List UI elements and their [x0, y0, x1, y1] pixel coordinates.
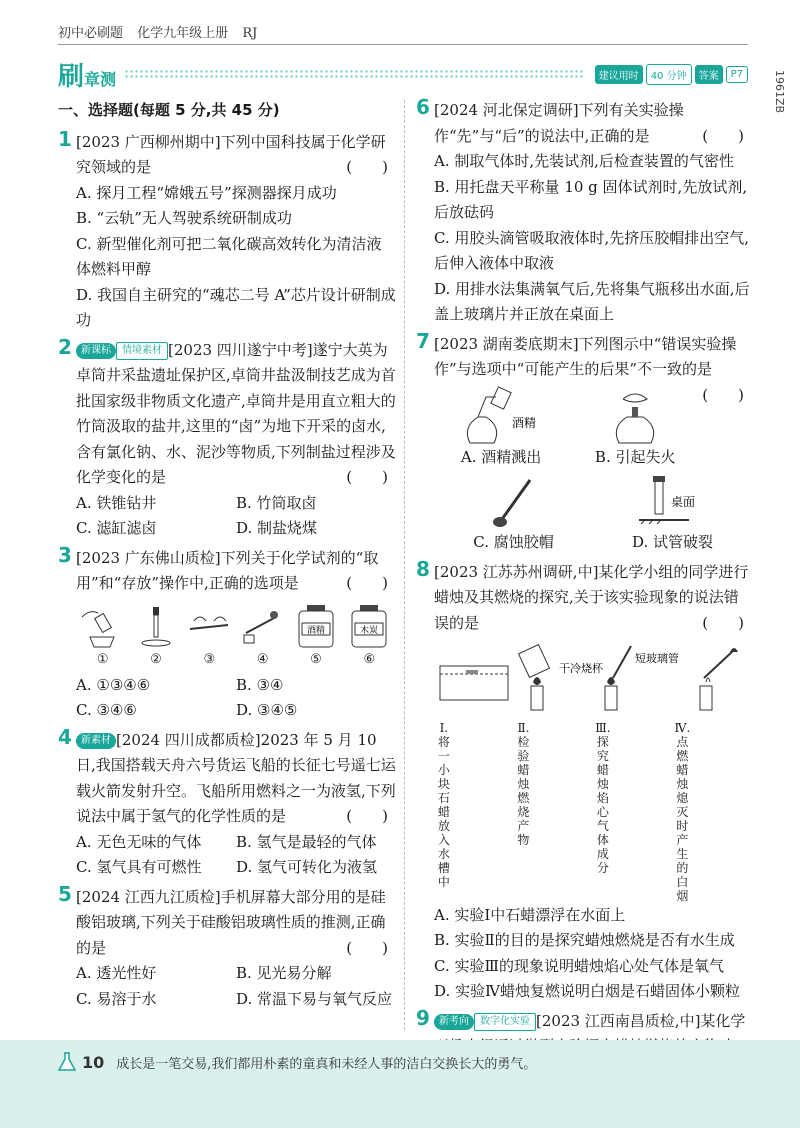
- figure-label: ⑤: [310, 651, 322, 667]
- question-stem: 手机屏幕大部分用的是硅酸铝玻璃,下列关于硅酸铝玻璃性质的推测,正确的是: [76, 887, 386, 957]
- option-c: C. 氢气具有可燃性: [76, 858, 202, 876]
- option-c: C. 新型催化剂可把二氧化碳高效转化为清洁液体燃料甲醇: [76, 234, 382, 278]
- question-2: [58, 334, 396, 542]
- dotted-band: [124, 69, 584, 79]
- question-source: [2024 河北保定调研]: [434, 101, 579, 119]
- question-source: [2023 广西柳州期中]: [76, 132, 221, 151]
- new-standard-badge: 新课标: [76, 343, 116, 359]
- question-number: 1: [58, 126, 72, 151]
- question-source: [2024 四川成都质检]: [116, 730, 261, 749]
- figure-label: ①: [96, 651, 109, 667]
- question-5: [58, 881, 396, 1013]
- option-b: B. ③④: [236, 675, 284, 694]
- edition: RJ: [242, 26, 258, 41]
- option-a: A. 无色无味的气体: [76, 832, 202, 851]
- dropper-figure: [133, 603, 179, 649]
- new-material-badge: 新素材: [76, 733, 116, 749]
- experiment-caption: Ⅳ.点燃蜡烛熄灭时产生的白烟: [674, 720, 691, 903]
- question-stem: 下列图示中“错误实验操作”与选项中“可能产生的后果”不一致的是: [434, 334, 737, 378]
- experiment-1: [434, 642, 514, 903]
- powder-figure: [186, 603, 232, 649]
- option-c: C. 易溶于水: [76, 989, 157, 1008]
- question-stem: 2023 年 5 月 10 日,我国搭载天舟六号货运飞船的长征七号遥七运载火箭发射升空。飞船所用燃料之一为液氢,下列说法中属于氢气的化学性质的是: [76, 730, 396, 825]
- question-stem: 某化学: [700, 1011, 746, 1030]
- question-stem: 下列关于化学试剂的“取用”和“存放”操作中,正确的选项是: [76, 548, 379, 592]
- subject-name: 化学九年级上册: [137, 26, 229, 41]
- water-trough-figure: [436, 642, 512, 712]
- option-c: C. 滤缸滤卤: [76, 519, 157, 537]
- question-number: 8: [416, 556, 430, 581]
- left-column: [58, 98, 396, 1016]
- question-source: [2023 广东佛山质检]: [76, 548, 221, 567]
- reagent-figures: [76, 603, 396, 651]
- cold-beaker-figure: [515, 642, 604, 712]
- relight-figure: [674, 642, 750, 712]
- option-b: B. 引起失火: [594, 447, 676, 466]
- answer-page: P7: [726, 66, 748, 83]
- question-source: [2023 江西南昌质检,中]: [536, 1011, 701, 1030]
- right-column: [416, 95, 752, 1115]
- figure-c: [434, 474, 593, 556]
- question-1: [58, 126, 396, 334]
- experiment-4: [673, 642, 753, 903]
- side-code: 1961ZB: [773, 70, 786, 114]
- solid-figure: [240, 603, 286, 649]
- title-bar: [58, 60, 748, 92]
- option-d: D. 常温下易与氧气反应: [236, 989, 393, 1008]
- section-title: 一、选择题(每题 5 分,共 45 分): [58, 101, 280, 119]
- option-d: D. 用排水法集满氧气后,先将集气瓶移出水面,后盖上玻璃片并正放在桌面上: [434, 279, 750, 323]
- question-7: [416, 328, 752, 556]
- alcohol-jar-figure: [293, 603, 339, 649]
- digital-experiment-badge: 数字化实验: [474, 1013, 536, 1031]
- option-a: A. 铁锥钻井: [76, 493, 157, 512]
- question-number: 9: [416, 1005, 430, 1030]
- option-d: D. 试管破裂: [631, 533, 714, 551]
- jar-label-alcohol: 酒精: [306, 625, 325, 636]
- lamp-lighting-figure: [605, 387, 665, 445]
- question-source: [2024 江西九江质检]: [76, 887, 221, 906]
- option-a: A. 制取气体时,先装试剂,后检查装置的气密性: [434, 152, 734, 170]
- option-b: B. “云轨”无人驾驶系统研制成功: [76, 209, 292, 227]
- option-b: B. 氢气是最轻的气体: [236, 832, 377, 851]
- suggest-time-value: 40 分钟: [646, 64, 692, 85]
- option-a: A. 酒精溅出: [460, 447, 542, 466]
- answer-blank: ( ): [346, 574, 388, 592]
- running-header: [58, 22, 267, 41]
- title-logo: 刷章测: [58, 61, 117, 92]
- question-stem: 遂宁大英为卓筒井采盐遗址保护区,卓筒井盐汲制技艺成为首批国家级非物质文化遗产,卓筒井是用直立粗大的竹筒汲取的盐井,这里的“卤”为地下开采的卤水,含有氯化钠、水、泥沙等物质,下列制盐过程涉及化学变化的是: [76, 340, 396, 486]
- series-name: 初中必刷题: [58, 26, 124, 41]
- jar-label-charcoal: 木炭: [360, 625, 379, 636]
- option-c: C. 腐蚀胶帽: [473, 533, 554, 551]
- question-3: [58, 542, 396, 724]
- flask-icon: [58, 1052, 76, 1072]
- answer-blank: ( ): [346, 938, 388, 957]
- candle-experiments: [434, 642, 752, 903]
- question-number: 6: [416, 95, 430, 119]
- dropper-upside-figure: [484, 474, 544, 530]
- question-number: 2: [58, 334, 72, 359]
- charcoal-jar-figure: [346, 603, 392, 649]
- option-c: C. 实验Ⅲ的现象说明蜡烛焰心处气体是氧气: [434, 956, 724, 975]
- alcohol-label: 酒精: [512, 415, 537, 430]
- question-number: 7: [416, 328, 430, 353]
- experiment-caption: Ⅰ.将一小块石蜡放入水槽中: [437, 720, 450, 889]
- cold-beaker-label: 干冷烧杯: [559, 662, 604, 675]
- short-tube-label: 短玻璃管: [634, 652, 679, 665]
- option-d: D. 实验Ⅳ蜡烛复燃说明白烟是石蜡固体小颗粒: [434, 982, 741, 1000]
- option-d: D. 制盐烧煤: [236, 519, 318, 537]
- new-direction-badge: 新考向: [434, 1014, 474, 1030]
- figure-label: ②: [150, 651, 162, 667]
- experiment-3: [593, 642, 679, 903]
- desktop-label: 桌面: [670, 495, 695, 509]
- figure-label: ③: [203, 651, 216, 667]
- answer-blank: ( ): [702, 613, 744, 632]
- tube-press-figure: [633, 474, 713, 530]
- option-a: A. ①③④⑥: [76, 675, 151, 694]
- option-a: A. 实验Ⅰ中石蜡漂浮在水面上: [434, 905, 626, 924]
- question-stem: 下列有关实验操作“先”与“后”的说法中,正确的是: [434, 101, 684, 145]
- option-d: D. 氢气可转化为液氢: [236, 858, 378, 876]
- option-d: D. 我国自主研究的“魂芯二号 A”芯片设计研制成功: [76, 285, 396, 329]
- option-b: B. 用托盘天平称量 10 g 固体试剂时,先放试剂,后放砝码: [434, 177, 748, 221]
- question-stem: 下列中国科技属于化学研究领域的是: [76, 132, 386, 176]
- suggest-time-label: 建议用时: [595, 65, 643, 84]
- question-source: [2023 四川遂宁中考]: [168, 340, 313, 359]
- option-d: D. ③④⑤: [236, 701, 298, 719]
- figure-a: [434, 387, 568, 471]
- answer-label: 答案: [695, 65, 723, 84]
- glass-tube-figure: [595, 642, 679, 712]
- context-badge: 情境素材: [116, 342, 168, 360]
- option-b: B. 见光易分解: [236, 964, 332, 982]
- option-a: A. 透光性好: [76, 964, 157, 982]
- question-number: 5: [58, 881, 72, 906]
- answer-blank: ( ): [702, 126, 744, 145]
- experiment-caption: Ⅱ.检验蜡烛燃烧产物: [517, 720, 530, 847]
- page-number: 10: [82, 1052, 105, 1072]
- page-footer: [0, 1040, 800, 1128]
- option-c: C. 用胶头滴管吸取液体时,先挤压胶帽排出空气,后伸入液体中取液: [434, 228, 750, 272]
- column-divider: [404, 100, 405, 1030]
- question-number: 4: [58, 724, 72, 749]
- figure-b: [568, 387, 702, 471]
- option-b: B. 实验Ⅱ的目的是探究蜡烛燃烧是否有水生成: [434, 931, 735, 949]
- figure-label: ⑥: [363, 651, 376, 667]
- question-6: [416, 95, 752, 328]
- alcohol-lamp-pour-figure: [456, 387, 546, 445]
- answer-blank: ( ): [346, 468, 388, 486]
- option-b: B. 竹筒取卤: [236, 493, 317, 512]
- experiment-caption: Ⅲ.探究蜡烛焰心气体成分: [595, 720, 611, 875]
- question-source: [2023 江苏苏州调研,中]: [434, 562, 599, 581]
- header-rule: [58, 44, 748, 45]
- answer-blank: ( ): [346, 807, 388, 825]
- question-number: 3: [58, 542, 72, 567]
- footer-motto: 成长是一笔交易,我们都用朴素的童真和未经人事的洁白交换长大的勇气。: [116, 1056, 537, 1072]
- answer-blank: ( ): [702, 385, 744, 404]
- question-4: [58, 724, 396, 881]
- figure-label: ④: [256, 651, 269, 667]
- question-8: [416, 556, 752, 1005]
- option-a: A. 探月工程“嫦娥五号”探测器探月成功: [76, 183, 337, 202]
- question-source: [2023 湖南娄底期末]: [434, 334, 579, 353]
- figure-d: [593, 474, 752, 556]
- option-c: C. ③④⑥: [76, 701, 137, 719]
- pouring-liquid-figure: [80, 603, 126, 649]
- question-stem: 某化学小组的同学进行蜡烛及其燃烧的探究,关于该实验现象的说法错误的是: [434, 562, 749, 632]
- answer-blank: ( ): [346, 158, 388, 176]
